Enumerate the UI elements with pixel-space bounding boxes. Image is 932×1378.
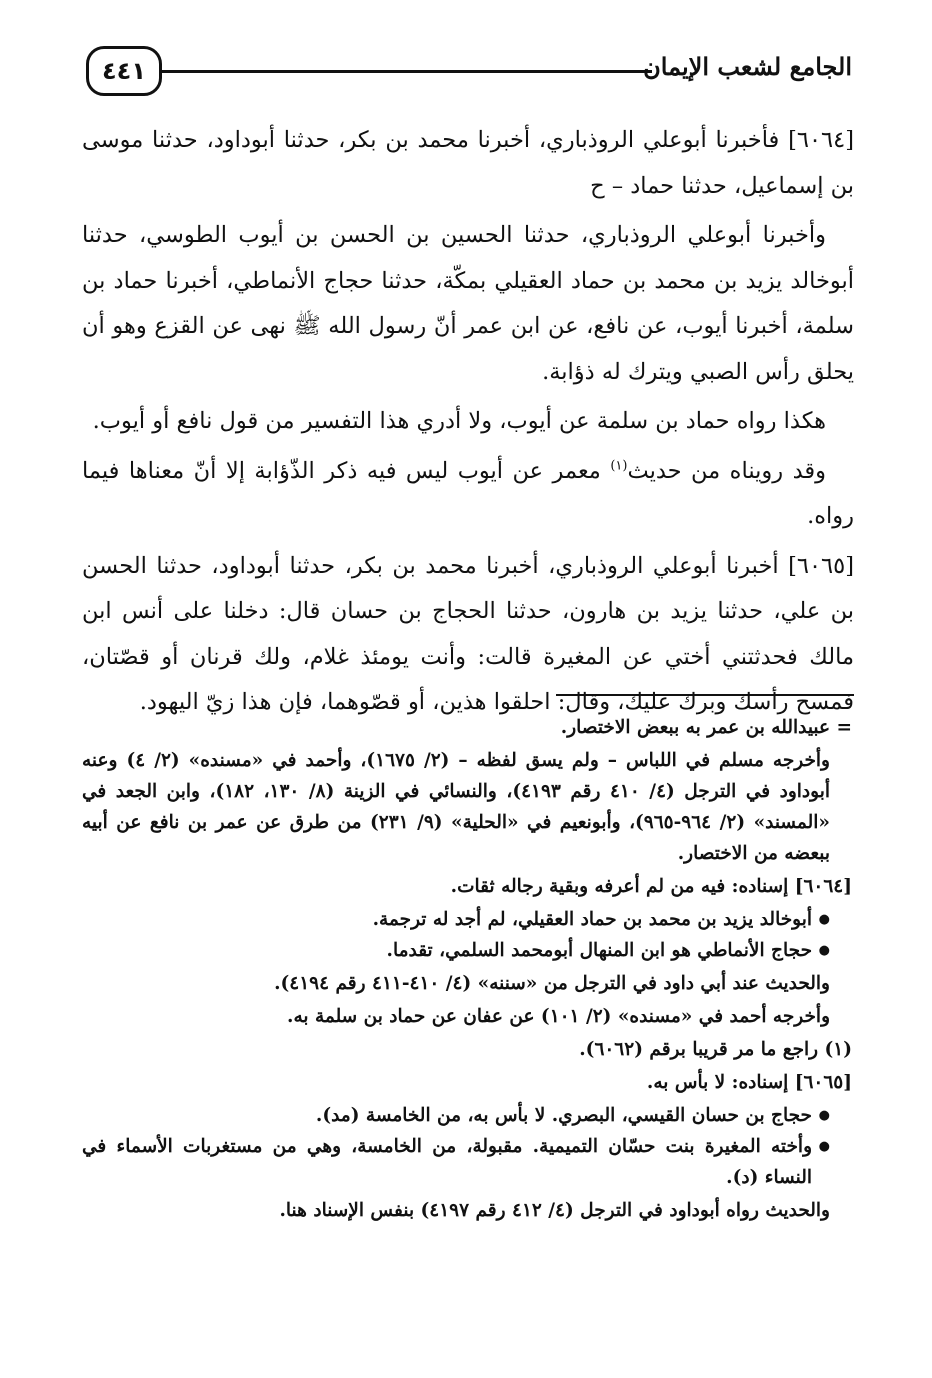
- hadith-6065-paragraph: [٦٠٦٥] أخبرنا أبوعلي الروذباري، أخبرنا محمد بن بكر، حدثنا أبوداود، حدثنا الحسن بن علي، حدثنا يزيد بن هارون، حدثنا الحجاج بن حسان قال: دخلنا على أنس ابن مالك فحدثتني أختي عن المغيرة قالت: وأنت يومئذ غلام، ولك قرنان أو قصّتان، فمسح رأسك وبرك عليك، وقال: احلقوا هذين، أو قصّوهما، فإن هذا زيّ اليهود.: [82, 552, 854, 715]
- page-header: [82, 46, 852, 98]
- footnote-separator: [556, 694, 854, 696]
- list-item: ● حجاج بن حسان القيسي، البصري. لا بأس به، من الخامسة (مد).: [82, 1100, 830, 1131]
- footnote-marker: (١): [610, 458, 628, 473]
- header-rule: [162, 70, 652, 73]
- footnotes: [82, 712, 852, 1228]
- list-item: ● وأخته المغيرة بنت حسّان التميمية. مقبولة، من الخامسة، وهي من مستغربات الأسماء في النساء (د).: [82, 1131, 830, 1193]
- comment-text-end: معمر عن أيوب ليس فيه ذكر الذّؤابة إلا أنّ معناها فيما رواه.: [82, 457, 854, 529]
- note-continuation: [82, 712, 852, 743]
- note-takhrij: وأخرجه مسلم في اللباس – ولم يسق لفظه – (٢/ ١٦٧٥)، وأحمد في «مسنده» (٢/ ٤) وعنه أبوداود في الترجل (٤/ ٤١٠ رقم ٤١٩٣)، والنسائي في الزينة (٨/ ١٣٠، ١٨٢)، وابن الجعد في «المسند» (٢/ ٩٦٤-٩٦٥)، وأبونعيم في «الحلية» (٩/ ٢٣١) من طرق عن عمر بن نافع عن أبيه ببعضه من الاختصار.: [82, 750, 831, 864]
- running-title: الجامع لشعب الإيمان: [643, 52, 852, 81]
- footnote-1: (١) راجع ما مر قريبا برقم (٦٠٦٢).: [579, 1039, 852, 1060]
- continuation-mark: =: [836, 717, 852, 738]
- author-comment: هكذا رواه حماد بن سلمة عن أيوب، ولا أدري هذا التفسير من قول نافع أو أيوب.: [92, 408, 826, 434]
- list-item: ● حجاج الأنماطي هو ابن المنهال أبومحمد السلمي، تقدما.: [82, 935, 830, 966]
- note-6064-ahmad: وأخرجه أحمد في «مسنده» (٢/ ١٠١) عن عفان عن حماد بن سلمة به.: [287, 1006, 830, 1027]
- comment-text-start: وقد رويناه من حديث: [627, 457, 827, 484]
- list-item: ● أبوخالد يزيد بن محمد بن حماد العقيلي، لم أجد له ترجمة.: [82, 904, 830, 935]
- note-6065-abudawud: والحديث رواه أبوداود في الترجل (٤/ ٤١٢ رقم ٤١٩٧) بنفس الإسناد هنا.: [279, 1200, 830, 1221]
- main-text: [82, 118, 854, 730]
- author-comment-footnoted: [82, 449, 854, 540]
- note-6064-isnad: [٦٠٦٤] إسناده: فيه من لم أعرفه وبقية رجاله ثقات.: [450, 876, 852, 897]
- hadith-6064-second-chain: وأخبرنا أبوعلي الروذباري، حدثنا الحسين بن الحسن بن أيوب الطوسي، حدثنا أبوخالد يزيد بن محمد بن حماد العقيلي بمكّة، حدثنا حجاج الأنماطي، أخبرنا حماد بن سلمة، أخبرنا أيوب، عن نافع، عن ابن عمر أنّ رسول الله ﷺ نهى عن القزع وهو أن يحلق رأس الصبي ويترك له ذؤابة.: [82, 222, 854, 385]
- continuation-text: عبيدالله بن عمر به ببعض الاختصار.: [560, 717, 831, 738]
- hadith-6064-paragraph: [٦٠٦٤] فأخبرنا أبوعلي الروذباري، أخبرنا محمد بن بكر، حدثنا أبوداود، حدثنا موسى بن إسماعيل، حدثنا حماد – ح: [82, 127, 854, 199]
- page-number: ٤٤١: [86, 46, 162, 96]
- note-6065-isnad: [٦٠٦٥] إسناده: لا بأس به.: [646, 1072, 852, 1093]
- note-6064-abudawud: والحديث عند أبي داود في الترجل من «سننه» (٤/ ٤١٠-٤١١ رقم ٤١٩٤).: [274, 973, 830, 994]
- note-6065-narrators: [82, 1100, 852, 1193]
- note-6064-narrators: [82, 904, 852, 966]
